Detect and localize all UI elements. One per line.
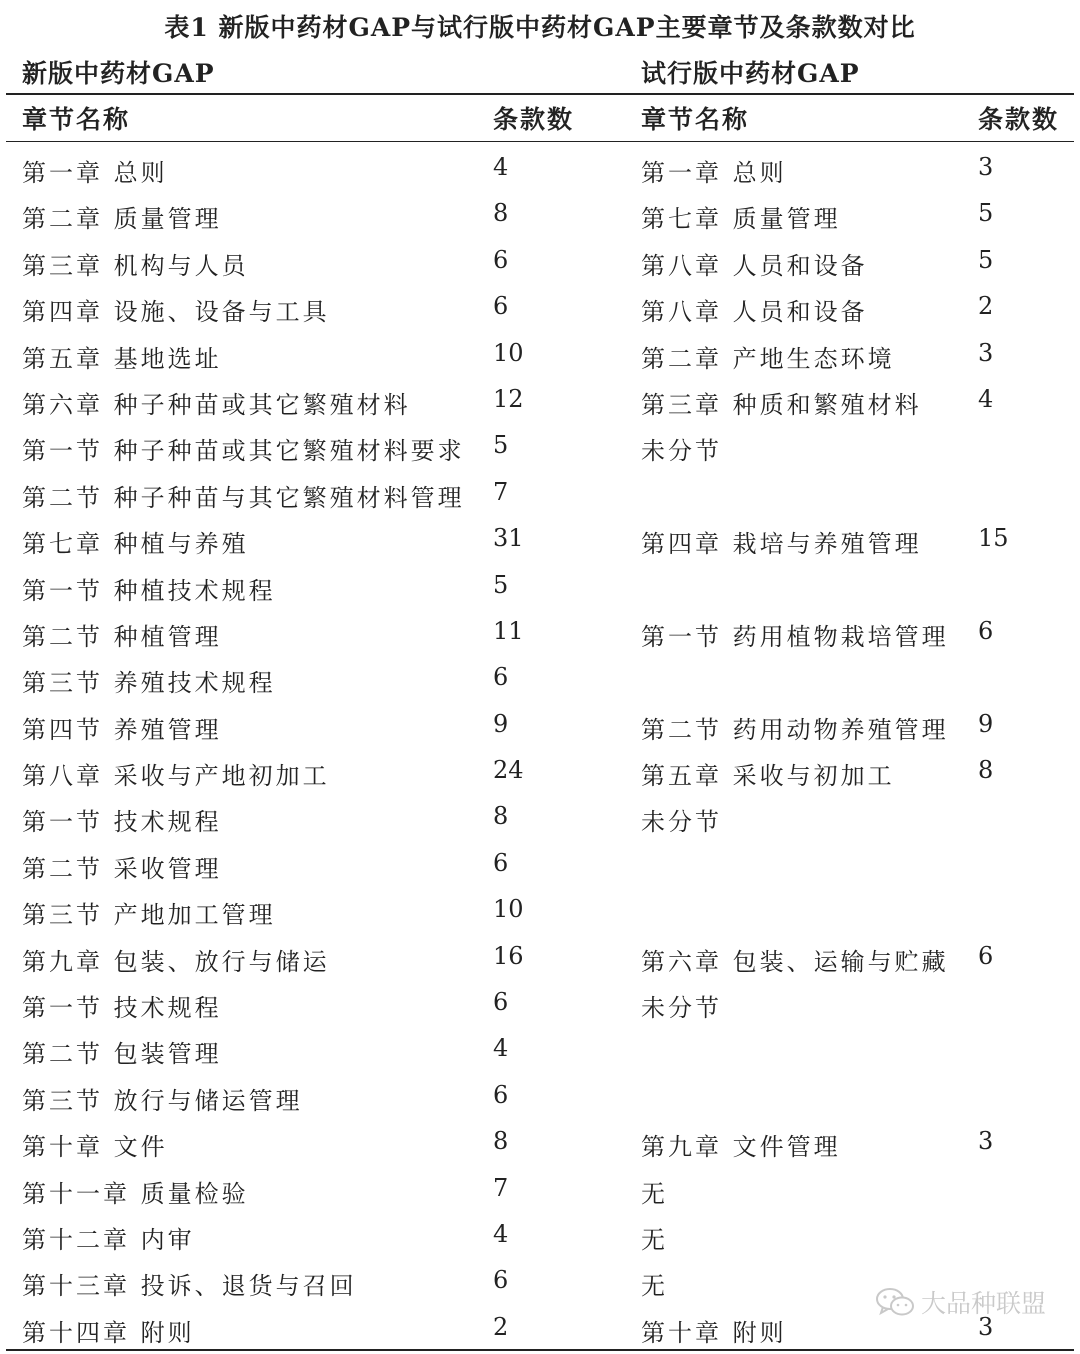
old-clause-count: 15: [978, 524, 1009, 553]
header-count-new: 条款数: [493, 105, 575, 134]
watermark: [875, 1284, 1046, 1320]
table-row: [0, 377, 1080, 423]
old-clause-count: 9: [978, 709, 994, 738]
new-chapter-name: 第六章 种子种苗或其它繁殖材料: [22, 390, 411, 419]
new-chapter-name: 第九章 包装、放行与储运: [22, 947, 330, 976]
new-chapter-name: 第三节 养殖技术规程: [22, 669, 276, 698]
new-clause-count: 16: [493, 941, 524, 970]
old-chapter-name: 第四章 栽培与养殖管理: [641, 530, 922, 559]
old-chapter-name: 第一章 总则: [641, 159, 787, 187]
new-chapter-name: 第一章 总则: [22, 159, 168, 187]
new-clause-count: 11: [493, 616, 524, 645]
table-row: [0, 748, 1080, 794]
table-row: [0, 1073, 1080, 1119]
bottom-rule: [6, 1349, 1074, 1351]
table-row: [0, 1026, 1080, 1072]
old-chapter-name: 第十章 附则: [641, 1318, 787, 1347]
old-chapter-name: 未分节: [641, 437, 722, 466]
new-clause-count: 9: [493, 709, 509, 738]
old-clause-count: 3: [978, 1312, 994, 1341]
table-row: [0, 238, 1080, 284]
header-count-old: 条款数: [978, 105, 1060, 134]
new-clause-count: 4: [493, 1219, 509, 1248]
new-clause-count: 4: [493, 153, 509, 181]
new-chapter-name: 第十四章 附则: [22, 1318, 195, 1347]
new-clause-count: 8: [493, 1127, 509, 1156]
new-chapter-name: 第一节 技术规程: [22, 994, 222, 1023]
old-chapter-name: 第八章 人员和设备: [641, 251, 868, 280]
old-clause-count: 6: [978, 941, 994, 970]
new-chapter-name: 第二章 质量管理: [22, 205, 222, 234]
new-chapter-name: 第五章 基地选址: [22, 344, 222, 373]
table-row: [0, 841, 1080, 887]
new-chapter-name: 第三节 产地加工管理: [22, 901, 276, 930]
new-chapter-name: 第一节 技术规程: [22, 808, 222, 837]
table-row: [0, 423, 1080, 469]
old-clause-count: 3: [978, 338, 994, 367]
new-chapter-name: 第二节 种子种苗与其它繁殖材料管理: [22, 483, 465, 512]
new-clause-count: 7: [493, 477, 509, 506]
table-row: [0, 980, 1080, 1026]
table-row: [0, 516, 1080, 562]
new-chapter-name: 第一节 种植技术规程: [22, 576, 276, 605]
new-clause-count: 6: [493, 848, 509, 877]
new-chapter-name: 第二节 包装管理: [22, 1040, 222, 1069]
new-clause-count: 6: [493, 1266, 509, 1295]
header-chapter-old: 章节名称: [641, 105, 750, 134]
new-clause-count: 6: [493, 245, 509, 274]
table-row: [0, 887, 1080, 933]
old-chapter-name: 第五章 采收与初加工: [641, 762, 895, 791]
table-row: [0, 702, 1080, 748]
old-clause-count: 3: [978, 1127, 994, 1156]
old-clause-count: 8: [978, 756, 994, 785]
table-row: [0, 284, 1080, 330]
old-clause-count: 6: [978, 616, 994, 645]
old-chapter-name: 第六章 包装、运输与贮藏: [641, 947, 949, 976]
new-chapter-name: 第一节 种子种苗或其它繁殖材料要求: [22, 437, 465, 466]
new-clause-count: 7: [493, 1173, 509, 1202]
new-chapter-name: 第八章 采收与产地初加工: [22, 762, 330, 791]
new-clause-count: 24: [493, 756, 524, 785]
table-title: 表1 新版中药材GAP与试行版中药材GAP主要章节及条款数对比: [164, 13, 916, 42]
table-body: [0, 145, 1080, 1351]
new-chapter-name: 第七章 种植与养殖: [22, 530, 249, 559]
old-clause-count: 3: [978, 153, 994, 181]
new-clause-count: 5: [493, 570, 509, 599]
old-chapter-name: 无: [641, 1272, 668, 1301]
group-label-old: 试行版中药材GAP: [641, 59, 860, 88]
new-clause-count: 6: [493, 663, 509, 692]
new-chapter-name: 第二节 采收管理: [22, 854, 222, 883]
new-clause-count: 8: [493, 802, 509, 831]
table-row: [0, 655, 1080, 701]
table-row: [0, 191, 1080, 237]
old-chapter-name: 未分节: [641, 994, 722, 1023]
header-chapter-new: 章节名称: [22, 105, 131, 134]
new-clause-count: 10: [493, 338, 524, 367]
old-chapter-name: 第二章 产地生态环境: [641, 344, 895, 373]
old-chapter-name: 第二节 药用动物养殖管理: [641, 715, 949, 744]
new-chapter-name: 第十三章 投诉、退货与召回: [22, 1272, 357, 1301]
new-chapter-name: 第四节 养殖管理: [22, 715, 222, 744]
new-chapter-name: 第十一章 质量检验: [22, 1179, 249, 1208]
new-clause-count: 4: [493, 1034, 509, 1063]
watermark-text: 大品种联盟: [920, 1289, 1046, 1318]
wechat-icon: [875, 1286, 915, 1318]
table-row: [0, 331, 1080, 377]
new-clause-count: 6: [493, 988, 509, 1017]
group-label-new: 新版中药材GAP: [22, 59, 215, 88]
table-row: [0, 563, 1080, 609]
old-clause-count: 5: [978, 245, 994, 274]
old-chapter-name: 第九章 文件管理: [641, 1133, 841, 1162]
new-clause-count: 31: [493, 524, 524, 553]
table-row: [0, 1212, 1080, 1258]
new-clause-count: 5: [493, 431, 509, 460]
table-row: [0, 145, 1080, 191]
new-clause-count: 10: [493, 895, 524, 924]
new-clause-count: 12: [493, 384, 524, 413]
new-chapter-name: 第十二章 内审: [22, 1225, 195, 1254]
table-row: [0, 1166, 1080, 1212]
old-chapter-name: 第七章 质量管理: [641, 205, 841, 234]
old-clause-count: 2: [978, 292, 994, 321]
new-chapter-name: 第四章 设施、设备与工具: [22, 298, 330, 327]
table-row: [0, 609, 1080, 655]
table-row: [0, 794, 1080, 840]
old-chapter-name: 第一节 药用植物栽培管理: [641, 622, 949, 651]
new-clause-count: 8: [493, 199, 509, 228]
old-clause-count: 4: [978, 384, 994, 413]
old-clause-count: 5: [978, 199, 994, 228]
header-rule: [6, 141, 1074, 142]
new-chapter-name: 第二节 种植管理: [22, 622, 222, 651]
new-chapter-name: 第十章 文件: [22, 1133, 168, 1162]
old-chapter-name: 未分节: [641, 808, 722, 837]
table-row: [0, 470, 1080, 516]
new-chapter-name: 第三章 机构与人员: [22, 251, 249, 280]
old-chapter-name: 无: [641, 1179, 668, 1208]
old-chapter-name: 第三章 种质和繁殖材料: [641, 390, 922, 419]
old-chapter-name: 无: [641, 1225, 668, 1254]
new-chapter-name: 第三节 放行与储运管理: [22, 1086, 303, 1115]
top-rule: [6, 93, 1074, 95]
table-row: [0, 1119, 1080, 1165]
new-clause-count: 6: [493, 1080, 509, 1109]
table-row: [0, 934, 1080, 980]
new-clause-count: 6: [493, 292, 509, 321]
new-clause-count: 2: [493, 1312, 509, 1341]
old-chapter-name: 第八章 人员和设备: [641, 298, 868, 327]
